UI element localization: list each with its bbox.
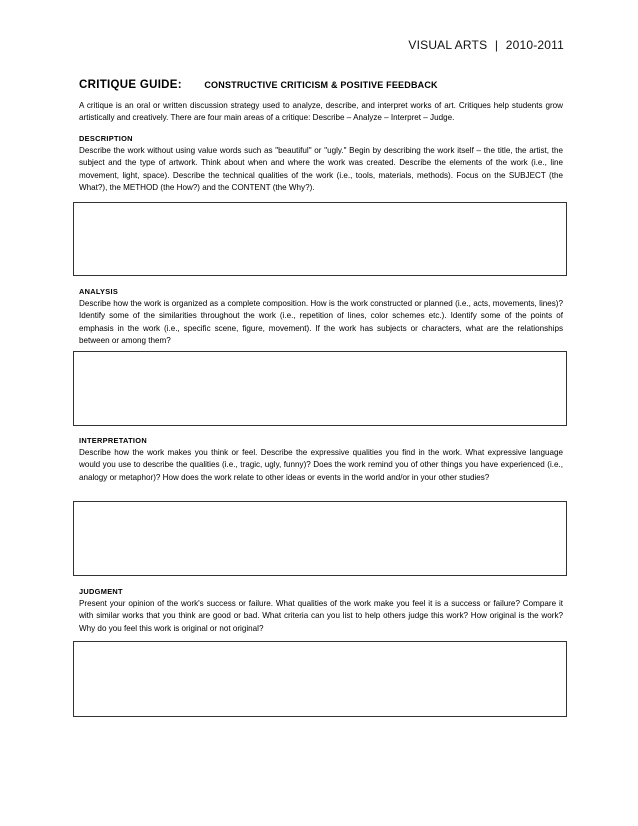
header-year: 2010-2011	[505, 38, 564, 52]
section-heading: JUDGMENT	[79, 587, 123, 596]
page-header	[408, 38, 564, 52]
judgment-answer-box[interactable]	[73, 641, 567, 717]
section-heading: INTERPRETATION	[79, 436, 147, 445]
section-interpretation	[79, 435, 563, 484]
section-analysis	[79, 286, 563, 347]
title-subtitle: CONSTRUCTIVE CRITICISM & POSITIVE FEEDBACK	[204, 80, 438, 90]
header-subject: VISUAL ARTS	[408, 38, 488, 52]
section-judgment	[79, 586, 563, 635]
section-body: Describe the work without using value words such as "beautiful" or "ugly." Begin by describing the work itself – the title, the artist, the subject and the type of artwork. Think about when and where the work was created. Describe the elements of the work (i.e., line movement, light, space). Describe the technical qualities of the work (i.e., tools, materials, methods). Focus on the SUBJECT (the What?), the METHOD (the How?) and the CONTENT (the Why?).	[79, 146, 563, 192]
intro-paragraph: A critique is an oral or written discussion strategy used to analyze, describe, and interpret works of art. Critiques help students grow artistically and creatively. There are four main areas of a critique: Describe – Analyze – Interpret – Judge.	[79, 101, 563, 123]
title-main: CRITIQUE GUIDE:	[79, 79, 182, 91]
description-answer-box[interactable]	[73, 202, 567, 276]
section-body: Describe how the work makes you think or feel. Describe the expressive qualities you find in the work. What expressive language would you use to describe the qualities (i.e., tragic, ugly, funny)? Does the work remind you of other things you have experienced (i.e., analogy or metaphor)? How does the work relate to other ideas or events in the world and/or in your other studies?	[79, 448, 563, 482]
section-heading: DESCRIPTION	[79, 134, 133, 143]
header-separator: |	[494, 38, 499, 52]
interpretation-answer-box[interactable]	[73, 501, 567, 576]
section-body: Present your opinion of the work's success or failure. What qualities of the work make you feel it is a success or failure? Compare it with similar works that you think are good or bad. What criteria can you list to help others judge this work? How original is the work? Why do you feel this work is original or not original?	[79, 599, 563, 633]
analysis-answer-box[interactable]	[73, 351, 567, 426]
page-title	[79, 75, 438, 93]
section-description	[79, 133, 563, 194]
section-heading: ANALYSIS	[79, 287, 119, 296]
section-body: Describe how the work is organized as a complete composition. How is the work constructed or planned (i.e., acts, movements, lines)? Identify some of the similarities throughout the work (i.e., repetition of lines, color schemes etc.). Identify some of the points of emphasis in the work (i.e., specific scene, figure, movement). If the work has subjects or characters, what are the relationships between or among them?	[79, 299, 563, 345]
